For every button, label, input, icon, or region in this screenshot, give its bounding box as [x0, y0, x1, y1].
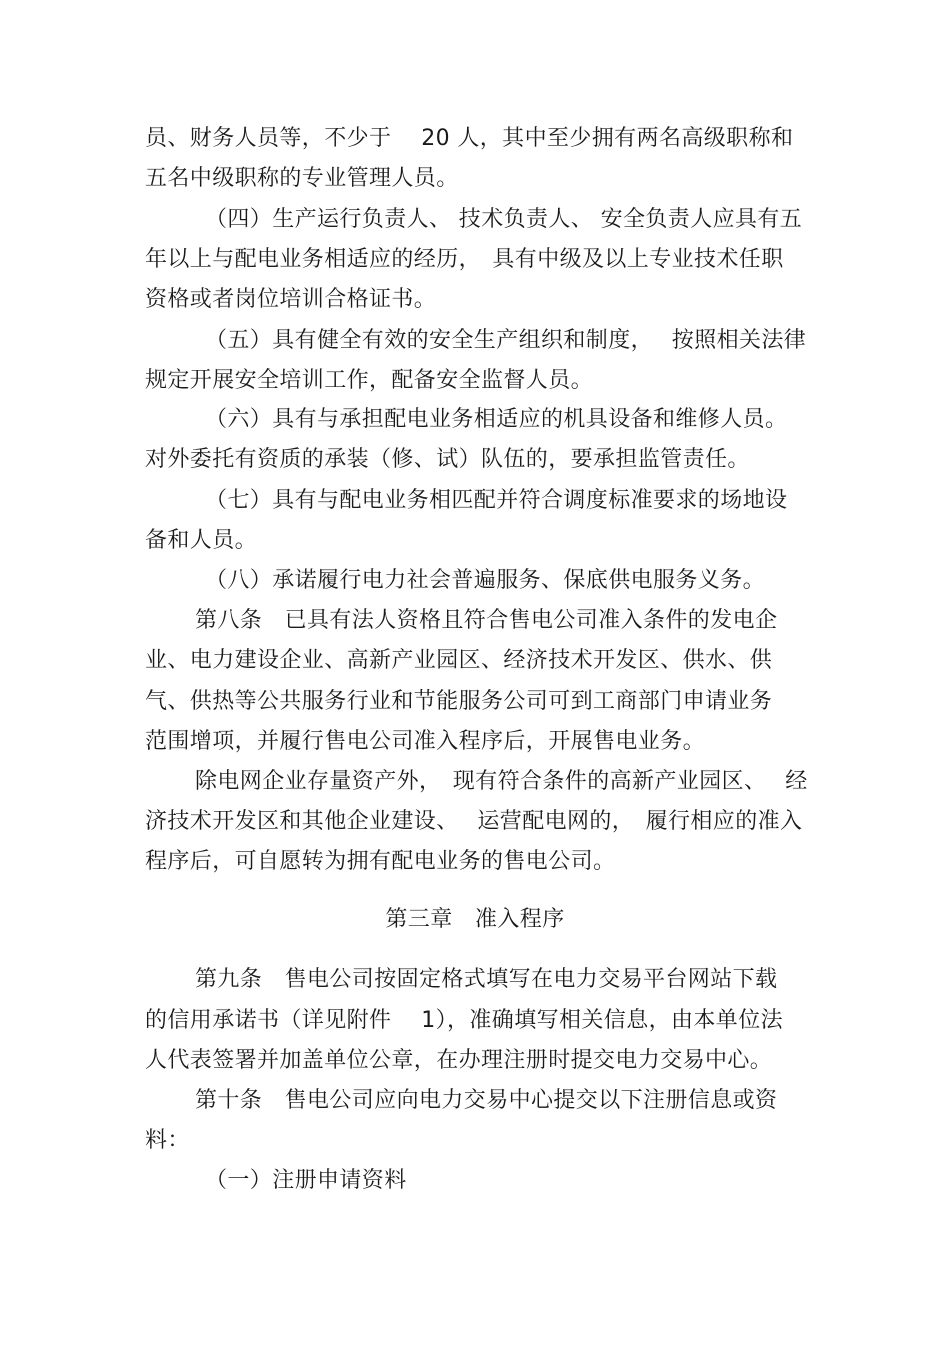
paragraph-line: （一）注册申请资料 [205, 1168, 407, 1193]
paragraph-line: （五）具有健全有效的安全生产组织和制度， 按照相关法律 [205, 328, 807, 353]
paragraph-line: 气、供热等公共服务行业和节能服务公司可到工商部门申请业务 [145, 689, 773, 714]
paragraph-line: 第十条 售电公司应向电力交易中心提交以下注册信息或资 [195, 1088, 778, 1113]
paragraph-line: 济技术开发区和其他企业建设、 运营配电网的， 履行相应的准入 [145, 809, 803, 834]
paragraph-line: 范围增项，并履行售电公司准入程序后，开展售电业务。 [145, 729, 706, 754]
chapter-heading: 第三章 准入程序 [385, 907, 565, 932]
paragraph-line: 第九条 售电公司按固定格式填写在电力交易平台网站下载 [195, 967, 778, 992]
paragraph-line: （四）生产运行负责人、 技术负责人、 安全负责人应具有五 [205, 207, 803, 232]
paragraph-line: （七）具有与配电业务相匹配并符合调度标准要求的场地设 [205, 488, 788, 513]
paragraph-line: 年以上与配电业务相适应的经历， 具有中级及以上专业技术任职 [145, 247, 784, 272]
paragraph-line: 业、电力建设企业、高新产业园区、经济技术开发区、供水、供 [145, 648, 773, 673]
paragraph-line: 员、财务人员等，不少于 20 人，其中至少拥有两名高级职称和 [145, 126, 794, 151]
paragraph-line: 资格或者岗位培训合格证书。 [145, 287, 437, 312]
paragraph-line: 人代表签署并加盖单位公章，在办理注册时提交电力交易中心。 [145, 1048, 773, 1073]
paragraph-line: （八）承诺履行电力社会普遍服务、保底供电服务义务。 [205, 568, 766, 593]
paragraph-line: 除电网企业存量资产外， 现有符合条件的高新产业园区、 经 [195, 769, 808, 794]
paragraph-line: 规定开展安全培训工作，配备安全监督人员。 [145, 368, 594, 393]
paragraph-line: 五名中级职称的专业管理人员。 [145, 166, 459, 191]
paragraph-line: 对外委托有资质的承装（修、试）队伍的，要承担监管责任。 [145, 447, 750, 472]
paragraph-line: 料： [145, 1128, 190, 1153]
paragraph-line: 备和人员。 [145, 528, 258, 553]
paragraph-line: 第八条 已具有法人资格且符合售电公司准入条件的发电企 [195, 608, 778, 633]
paragraph-line: 程序后，可自愿转为拥有配电业务的售电公司。 [145, 849, 616, 874]
paragraph-line: 的信用承诺书（详见附件 1），准确填写相关信息，由本单位法 [145, 1008, 783, 1033]
paragraph-line: （六）具有与承担配电业务相适应的机具设备和维修人员。 [205, 407, 788, 432]
